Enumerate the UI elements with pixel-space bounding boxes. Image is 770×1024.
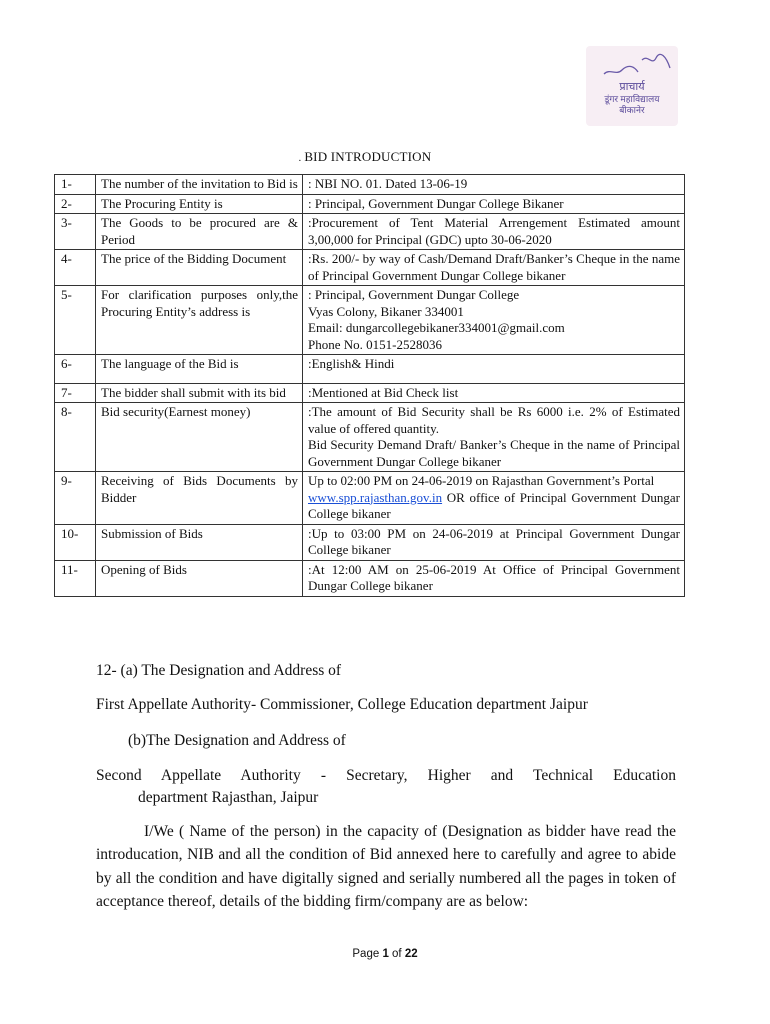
row-label: Submission of Bids	[96, 524, 303, 560]
current-page-number: 1	[382, 948, 389, 960]
row-number: 1-	[55, 175, 96, 195]
row-label: The Procuring Entity is	[96, 194, 303, 214]
total-pages: 22	[404, 948, 418, 960]
row-value: :At 12:00 AM on 25-06-2019 At Office of Principal Government Dungar College bikaner	[303, 560, 685, 596]
row-value-line: Bid Security Demand Draft/ Banker’s Cheque in the name of Principal Government Dungar College bikaner	[308, 437, 680, 469]
row-value	[303, 472, 685, 525]
row-value: :English& Hindi	[303, 355, 685, 384]
row-value	[303, 286, 685, 355]
row-value	[303, 403, 685, 472]
title-text: BID INTRODUCTION	[304, 149, 432, 164]
row-label: The price of the Bidding Document	[96, 250, 303, 286]
row-label: The bidder shall submit with its bid	[96, 383, 303, 403]
principal-seal	[586, 46, 678, 126]
row-value-line: :The amount of Bid Security shall be Rs 6000 i.e. 2% of Estimated value of offered quantity.	[308, 404, 680, 436]
bid-row	[55, 403, 685, 472]
row-number: 4-	[55, 250, 96, 286]
portal-link[interactable]: www.spp.rajasthan.gov.in	[308, 489, 443, 505]
row-value: :Up to 03:00 PM on 24-06-2019 at Principal Government Dungar College bikaner	[303, 524, 685, 560]
row-value-text: Up to 02:00 PM on 24-06-2019 on Rajasthan Government’s Portal	[308, 473, 655, 488]
declaration-paragraph	[96, 820, 676, 913]
bid-row	[55, 472, 685, 525]
row-number: 5-	[55, 286, 96, 355]
row-number: 7-	[55, 383, 96, 403]
row-value-line: Email: dungarcollegebikaner334001@gmail.com	[308, 320, 565, 335]
row-value-line: Vyas Colony, Bikaner 334001	[308, 303, 464, 319]
footer-prefix: Page	[352, 948, 383, 960]
section-12a-heading: 12- (a) The Designation and Address of	[96, 662, 342, 679]
seal-graphic	[586, 46, 678, 126]
row-value: :Procurement of Tent Material Arrengement Estimated amount 3,00,000 for Principal (GDC) upto 30-06-2020	[303, 214, 685, 250]
row-number: 6-	[55, 355, 96, 384]
row-number: 10-	[55, 524, 96, 560]
row-value-text: OR office of Principal Government Dungar College bikaner	[308, 489, 680, 521]
row-value: : NBI NO. 01. Dated 13-06-19	[303, 175, 685, 195]
row-label: Receiving of Bids Documents by Bidder	[96, 472, 303, 525]
row-value: :Mentioned at Bid Check list	[303, 383, 685, 403]
row-label: Opening of Bids	[96, 560, 303, 596]
seal-line-3: बीकानेर	[619, 105, 645, 115]
row-label: Bid security(Earnest money)	[96, 403, 303, 472]
row-value-line: : Principal, Government Dungar College	[308, 287, 520, 302]
bid-introduction-table	[54, 174, 685, 597]
declaration-text: I/We ( Name of the person) in the capacity of (Designation as bidder have read the introducation, NIB and all the condition of Bid annexed here to carefully and agree to abide by all the condition and have digitally signed and serially numbered all the pages in token of acceptance thereof, details of the bidding firm/company are as below:	[96, 823, 676, 910]
row-label: The Goods to be procured are & Period	[96, 214, 303, 250]
row-label: For clarification purposes only,the Procuring Entity’s address is	[96, 286, 303, 355]
bid-row	[55, 194, 685, 214]
bid-row	[55, 250, 685, 286]
row-number: 2-	[55, 194, 96, 214]
seal-line-2: डूंगर महाविद्यालय	[604, 94, 660, 104]
row-value: :Rs. 200/- by way of Cash/Demand Draft/Banker’s Cheque in the name of Principal Government Dungar College bikaner	[303, 250, 685, 286]
section-12b-heading: (b)The Designation and Address of	[128, 732, 346, 749]
bid-row	[55, 524, 685, 560]
second-appellate-authority-line1: Second Appellate Authority - Secretary, Higher and Technical Education	[96, 767, 676, 784]
row-number: 11-	[55, 560, 96, 596]
bid-row	[55, 286, 685, 355]
page-footer	[0, 948, 770, 960]
row-number: 9-	[55, 472, 96, 525]
bid-row	[55, 355, 685, 384]
footer-of: of	[388, 948, 405, 960]
bid-row	[55, 560, 685, 596]
first-appellate-authority: First Appellate Authority- Commissioner, College Education department Jaipur	[96, 696, 588, 713]
second-appellate-authority-line2: department Rajasthan, Jaipur	[138, 789, 319, 806]
row-label: The language of the Bid is	[96, 355, 303, 384]
seal-line-1: प्राचार्य	[619, 81, 645, 93]
bid-row	[55, 214, 685, 250]
row-number: 8-	[55, 403, 96, 472]
row-number: 3-	[55, 214, 96, 250]
signature-stroke	[604, 54, 670, 74]
row-label: The number of the invitation to Bid is	[96, 175, 303, 195]
bid-row	[55, 175, 685, 195]
document-title: . BID INTRODUCTION	[298, 149, 432, 164]
row-value-line: Phone No. 0151-2528036	[308, 336, 442, 352]
row-value: : Principal, Government Dungar College Bikaner	[303, 194, 685, 214]
bid-row	[55, 383, 685, 403]
